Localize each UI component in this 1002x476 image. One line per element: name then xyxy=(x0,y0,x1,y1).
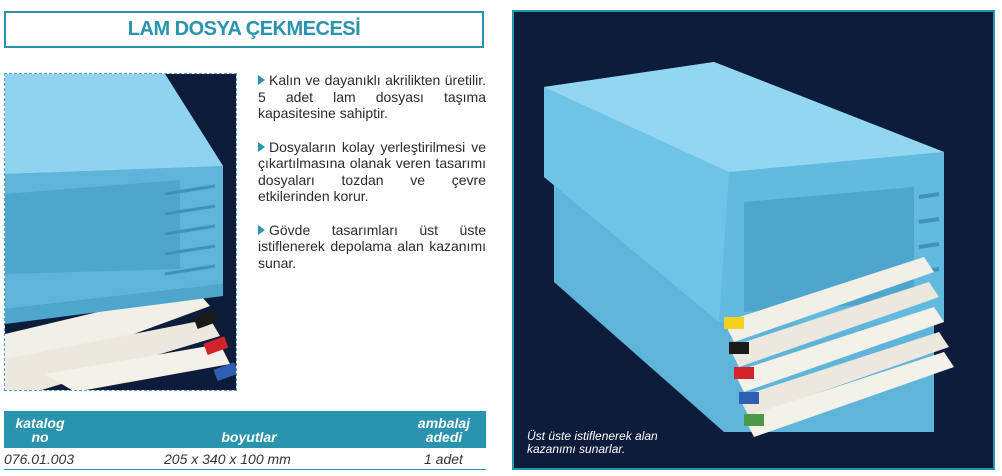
feature-item xyxy=(258,222,486,272)
feature-item xyxy=(258,139,486,205)
product-table xyxy=(4,411,486,470)
table-row xyxy=(4,448,486,470)
header-boyutlar: boyutlar xyxy=(221,429,277,445)
feature-list xyxy=(258,72,486,288)
page-title: LAM DOSYA ÇEKMECESİ xyxy=(127,18,361,40)
product-photo-stacked xyxy=(512,10,995,470)
header-katalog-no xyxy=(14,416,66,444)
feature-text: Gövde tasarımları üst üste istiflenerek depolama alan kazanımı sunar. xyxy=(258,221,486,271)
caption-line2: kazanımı sunarlar. xyxy=(527,442,626,456)
cell-boyutlar: 205 x 340 x 100 mm xyxy=(164,451,291,467)
slide-drawer-closeup-image xyxy=(5,74,237,391)
arrow-bullet-icon xyxy=(258,225,265,235)
header-katalog-line2: no xyxy=(31,429,49,445)
feature-text: Dosyaların kolay yerleştirilmesi ve çıkartılmasına olanak veren tasarımı dosyaları tozdan ve çevre etkilerinden korur. xyxy=(258,138,486,204)
cell-ambalaj-adedi: 1 adet xyxy=(424,451,463,467)
arrow-bullet-icon xyxy=(258,142,265,152)
header-katalog-line1: katalog xyxy=(15,415,65,431)
stacked-drawers-image xyxy=(514,12,993,468)
arrow-bullet-icon xyxy=(258,75,265,85)
photo-caption xyxy=(527,430,658,456)
header-ambalaj-adedi xyxy=(410,416,478,444)
table-header xyxy=(4,411,486,448)
feature-text: Kalın ve dayanıklı akrilikten üretilir. 5 adet lam dosyası taşıma kapasitesine sahiptir. xyxy=(258,72,486,121)
title-box xyxy=(4,11,484,48)
feature-item xyxy=(258,72,486,122)
product-photo-closeup xyxy=(4,73,237,391)
header-ambalaj-line2: adedi xyxy=(425,429,463,445)
caption-line1: Üst üste istiflenerek alan xyxy=(527,429,658,443)
header-ambalaj-line1: ambalaj xyxy=(417,415,471,431)
cell-katalog-no: 076.01.003 xyxy=(4,451,75,467)
